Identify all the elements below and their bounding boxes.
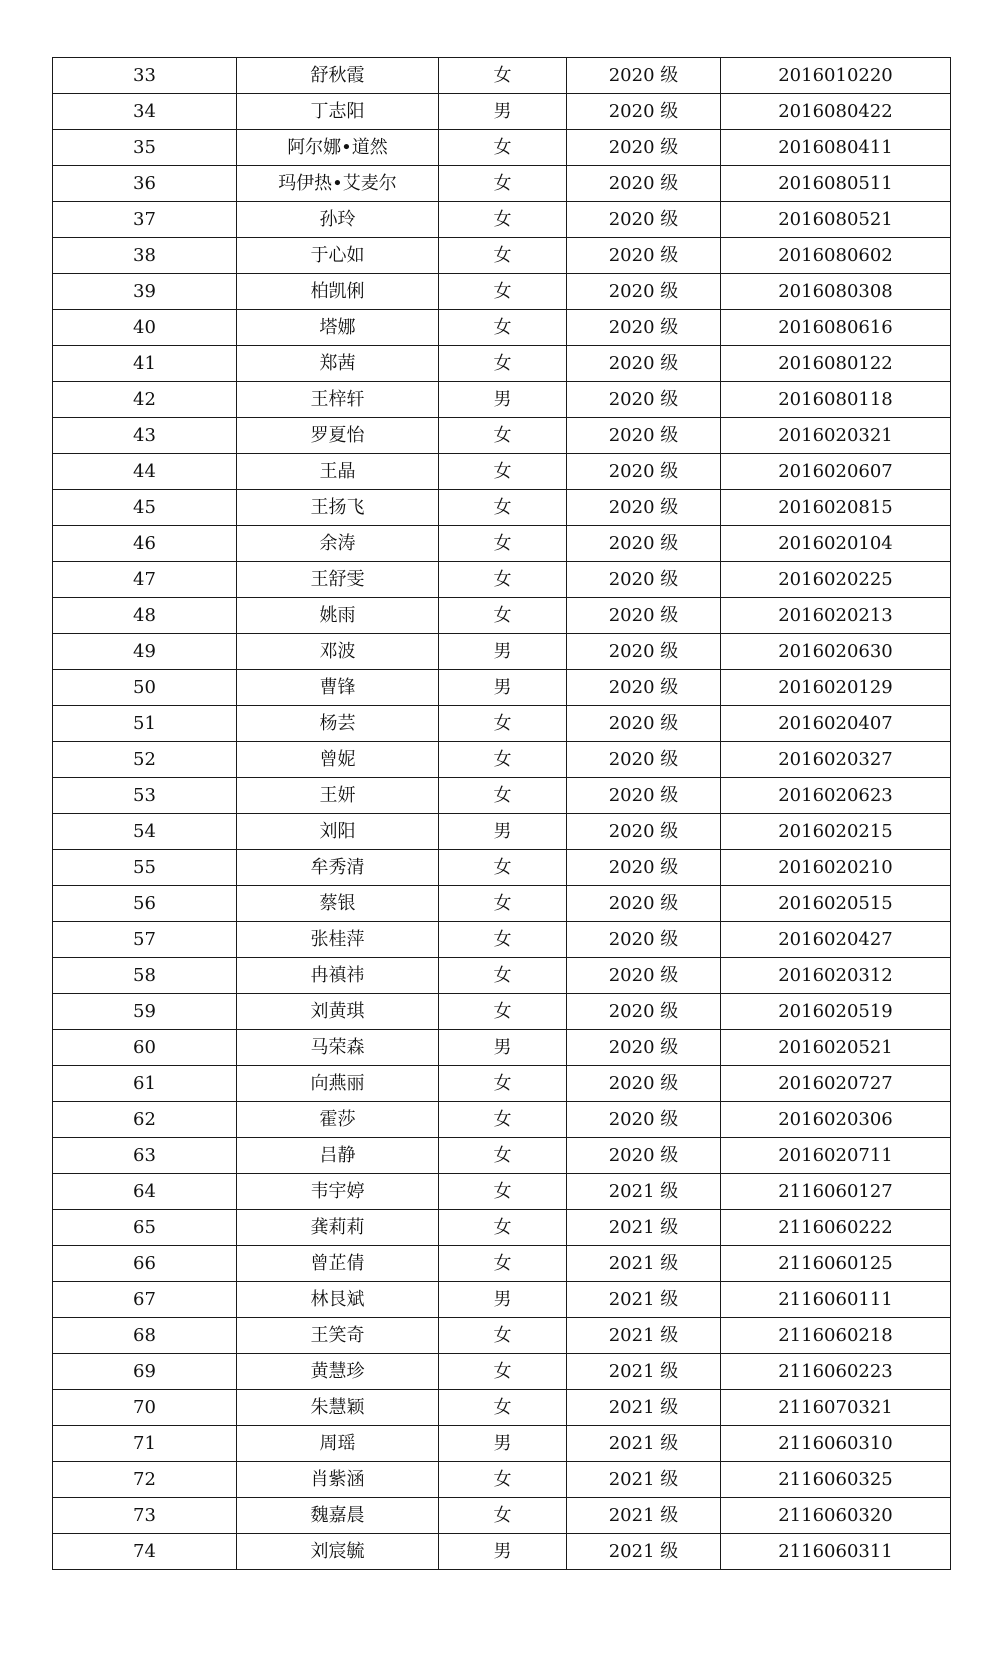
student-name: 王舒雯 [237,562,439,598]
row-number: 69 [53,1354,237,1390]
student-name: 丁志阳 [237,94,439,130]
student-id: 2116060223 [721,1354,951,1390]
table-row [53,922,951,958]
row-number: 48 [53,598,237,634]
row-number: 43 [53,418,237,454]
student-name: 柏凯俐 [237,274,439,310]
student-name: 张桂萍 [237,922,439,958]
student-id: 2016080411 [721,130,951,166]
student-gender: 男 [439,1030,567,1066]
student-grade: 2021 级 [567,1534,721,1570]
table-row [53,1246,951,1282]
table-row [53,958,951,994]
table-row [53,1210,951,1246]
student-grade: 2020 级 [567,238,721,274]
student-grade: 2020 级 [567,130,721,166]
student-name: 魏嘉晨 [237,1498,439,1534]
student-gender: 女 [439,1318,567,1354]
student-id: 2016020215 [721,814,951,850]
student-name: 阿尔娜•道然 [237,130,439,166]
student-gender: 男 [439,634,567,670]
row-number: 50 [53,670,237,706]
table-row [53,1534,951,1570]
student-id: 2016020623 [721,778,951,814]
student-grade: 2020 级 [567,526,721,562]
student-gender: 女 [439,1390,567,1426]
row-number: 39 [53,274,237,310]
row-number: 67 [53,1282,237,1318]
student-grade: 2020 级 [567,598,721,634]
student-id: 2016020321 [721,418,951,454]
student-name: 林艮斌 [237,1282,439,1318]
table-row [53,1426,951,1462]
student-name: 龚莉莉 [237,1210,439,1246]
row-number: 33 [53,58,237,94]
student-name: 马荣森 [237,1030,439,1066]
student-name: 向燕丽 [237,1066,439,1102]
student-id: 2116060222 [721,1210,951,1246]
student-gender: 男 [439,1534,567,1570]
student-grade: 2020 级 [567,958,721,994]
row-number: 37 [53,202,237,238]
student-id: 2016080616 [721,310,951,346]
student-grade: 2020 级 [567,166,721,202]
row-number: 60 [53,1030,237,1066]
student-id: 2016080118 [721,382,951,418]
student-grade: 2020 级 [567,814,721,850]
table-row [53,706,951,742]
student-id: 2016020630 [721,634,951,670]
student-name: 舒秋霞 [237,58,439,94]
student-gender: 男 [439,814,567,850]
student-grade: 2020 级 [567,562,721,598]
row-number: 40 [53,310,237,346]
student-name: 牟秀清 [237,850,439,886]
student-grade: 2021 级 [567,1174,721,1210]
row-number: 66 [53,1246,237,1282]
student-grade: 2020 级 [567,922,721,958]
table-row [53,1390,951,1426]
student-id: 2016020607 [721,454,951,490]
row-number: 36 [53,166,237,202]
student-id: 2016020129 [721,670,951,706]
student-gender: 女 [439,1462,567,1498]
student-gender: 女 [439,1138,567,1174]
table-row [53,1354,951,1390]
table-row [53,1462,951,1498]
student-grade: 2020 级 [567,1102,721,1138]
student-grade: 2021 级 [567,1318,721,1354]
row-number: 56 [53,886,237,922]
row-number: 41 [53,346,237,382]
student-grade: 2020 级 [567,1066,721,1102]
row-number: 51 [53,706,237,742]
student-grade: 2021 级 [567,1246,721,1282]
table-row [53,490,951,526]
student-name: 曾芷倩 [237,1246,439,1282]
row-number: 64 [53,1174,237,1210]
student-gender: 女 [439,490,567,526]
table-row [53,1174,951,1210]
student-name: 王妍 [237,778,439,814]
table-row [53,886,951,922]
student-id: 2016080521 [721,202,951,238]
row-number: 68 [53,1318,237,1354]
student-gender: 女 [439,742,567,778]
student-grade: 2021 级 [567,1426,721,1462]
student-grade: 2021 级 [567,1498,721,1534]
student-gender: 女 [439,274,567,310]
student-grade: 2021 级 [567,1390,721,1426]
table-row [53,526,951,562]
table-row [53,346,951,382]
student-name: 刘宸毓 [237,1534,439,1570]
student-grade: 2020 级 [567,886,721,922]
table-row [53,634,951,670]
student-roster-table [52,57,951,1570]
student-gender: 女 [439,886,567,922]
student-gender: 男 [439,1282,567,1318]
student-name: 于心如 [237,238,439,274]
student-gender: 女 [439,778,567,814]
student-grade: 2020 级 [567,58,721,94]
student-id: 2016020210 [721,850,951,886]
row-number: 58 [53,958,237,994]
student-name: 霍莎 [237,1102,439,1138]
table-row [53,130,951,166]
student-gender: 女 [439,454,567,490]
student-name: 邓波 [237,634,439,670]
table-row [53,1030,951,1066]
student-name: 黄慧珍 [237,1354,439,1390]
student-gender: 男 [439,1426,567,1462]
student-gender: 女 [439,850,567,886]
student-gender: 女 [439,1354,567,1390]
row-number: 73 [53,1498,237,1534]
student-name: 玛伊热•艾麦尔 [237,166,439,202]
row-number: 70 [53,1390,237,1426]
student-gender: 女 [439,1498,567,1534]
student-id: 2016020427 [721,922,951,958]
student-gender: 女 [439,994,567,1030]
student-gender: 女 [439,130,567,166]
student-gender: 女 [439,706,567,742]
row-number: 35 [53,130,237,166]
table-row [53,94,951,130]
row-number: 49 [53,634,237,670]
table-row [53,166,951,202]
table-row [53,850,951,886]
student-grade: 2021 级 [567,1462,721,1498]
student-grade: 2020 级 [567,382,721,418]
table-row [53,1282,951,1318]
student-gender: 女 [439,1066,567,1102]
row-number: 62 [53,1102,237,1138]
student-name: 王梓轩 [237,382,439,418]
student-id: 2016020727 [721,1066,951,1102]
student-name: 周瑶 [237,1426,439,1462]
table-row [53,238,951,274]
student-id: 2116060325 [721,1462,951,1498]
student-name: 郑茜 [237,346,439,382]
student-grade: 2020 级 [567,634,721,670]
row-number: 47 [53,562,237,598]
student-id: 2016080308 [721,274,951,310]
row-number: 55 [53,850,237,886]
student-name: 王扬飞 [237,490,439,526]
student-gender: 女 [439,958,567,994]
student-name: 刘黄琪 [237,994,439,1030]
student-id: 2016080602 [721,238,951,274]
student-grade: 2020 级 [567,454,721,490]
student-id: 2016020515 [721,886,951,922]
student-gender: 女 [439,310,567,346]
student-gender: 女 [439,202,567,238]
student-id: 2116060310 [721,1426,951,1462]
row-number: 44 [53,454,237,490]
student-grade: 2020 级 [567,490,721,526]
row-number: 46 [53,526,237,562]
student-name: 余涛 [237,526,439,562]
student-id: 2016020104 [721,526,951,562]
row-number: 74 [53,1534,237,1570]
student-id: 2016020711 [721,1138,951,1174]
table-row [53,418,951,454]
row-number: 54 [53,814,237,850]
row-number: 38 [53,238,237,274]
student-id: 2016080422 [721,94,951,130]
student-name: 塔娜 [237,310,439,346]
student-id: 2016080122 [721,346,951,382]
student-id: 2116060311 [721,1534,951,1570]
student-name: 罗夏怡 [237,418,439,454]
table-row [53,1066,951,1102]
student-grade: 2020 级 [567,310,721,346]
roster-body [53,58,951,1570]
student-name: 姚雨 [237,598,439,634]
student-id: 2016020306 [721,1102,951,1138]
table-row [53,1318,951,1354]
student-id: 2016020312 [721,958,951,994]
student-grade: 2020 级 [567,346,721,382]
row-number: 71 [53,1426,237,1462]
row-number: 61 [53,1066,237,1102]
table-row [53,670,951,706]
student-grade: 2020 级 [567,418,721,454]
student-id: 2116060127 [721,1174,951,1210]
student-name: 王笑奇 [237,1318,439,1354]
table-row [53,310,951,346]
student-gender: 女 [439,1174,567,1210]
row-number: 53 [53,778,237,814]
student-name: 孙玲 [237,202,439,238]
student-id: 2016020213 [721,598,951,634]
student-name: 韦宇婷 [237,1174,439,1210]
student-gender: 女 [439,526,567,562]
student-name: 吕静 [237,1138,439,1174]
student-grade: 2021 级 [567,1282,721,1318]
student-name: 杨芸 [237,706,439,742]
row-number: 59 [53,994,237,1030]
student-name: 曾妮 [237,742,439,778]
student-gender: 女 [439,922,567,958]
student-name: 蔡银 [237,886,439,922]
table-row [53,1138,951,1174]
row-number: 72 [53,1462,237,1498]
student-grade: 2020 级 [567,742,721,778]
student-id: 2116070321 [721,1390,951,1426]
student-gender: 男 [439,94,567,130]
row-number: 52 [53,742,237,778]
row-number: 45 [53,490,237,526]
student-gender: 女 [439,598,567,634]
student-name: 朱慧颖 [237,1390,439,1426]
student-name: 冉禛祎 [237,958,439,994]
table-row [53,1498,951,1534]
student-grade: 2020 级 [567,850,721,886]
row-number: 42 [53,382,237,418]
student-id: 2016020519 [721,994,951,1030]
student-id: 2016020225 [721,562,951,598]
student-name: 曹锋 [237,670,439,706]
table-row [53,814,951,850]
student-gender: 女 [439,238,567,274]
student-grade: 2020 级 [567,1030,721,1066]
student-grade: 2020 级 [567,670,721,706]
student-id: 2016020407 [721,706,951,742]
student-gender: 女 [439,1102,567,1138]
table-row [53,778,951,814]
table-row [53,382,951,418]
student-name: 刘阳 [237,814,439,850]
student-gender: 女 [439,418,567,454]
row-number: 63 [53,1138,237,1174]
student-id: 2016010220 [721,58,951,94]
table-row [53,1102,951,1138]
student-grade: 2020 级 [567,778,721,814]
student-gender: 女 [439,1246,567,1282]
student-gender: 女 [439,346,567,382]
student-id: 2016020521 [721,1030,951,1066]
student-id: 2016020815 [721,490,951,526]
table-row [53,202,951,238]
table-row [53,58,951,94]
student-id: 2116060125 [721,1246,951,1282]
student-id: 2116060111 [721,1282,951,1318]
student-grade: 2020 级 [567,1138,721,1174]
student-id: 2016080511 [721,166,951,202]
table-row [53,598,951,634]
student-id: 2116060320 [721,1498,951,1534]
student-name: 王晶 [237,454,439,490]
student-gender: 女 [439,562,567,598]
student-grade: 2021 级 [567,1354,721,1390]
student-gender: 男 [439,382,567,418]
student-name: 肖紫涵 [237,1462,439,1498]
table-row [53,562,951,598]
student-id: 2116060218 [721,1318,951,1354]
student-grade: 2020 级 [567,274,721,310]
table-row [53,274,951,310]
table-row [53,994,951,1030]
row-number: 34 [53,94,237,130]
table-row [53,454,951,490]
student-grade: 2020 级 [567,94,721,130]
table-row [53,742,951,778]
student-grade: 2020 级 [567,994,721,1030]
student-grade: 2020 级 [567,706,721,742]
row-number: 57 [53,922,237,958]
student-gender: 男 [439,670,567,706]
student-grade: 2020 级 [567,202,721,238]
row-number: 65 [53,1210,237,1246]
student-id: 2016020327 [721,742,951,778]
student-gender: 女 [439,1210,567,1246]
student-gender: 女 [439,166,567,202]
student-grade: 2021 级 [567,1210,721,1246]
student-gender: 女 [439,58,567,94]
